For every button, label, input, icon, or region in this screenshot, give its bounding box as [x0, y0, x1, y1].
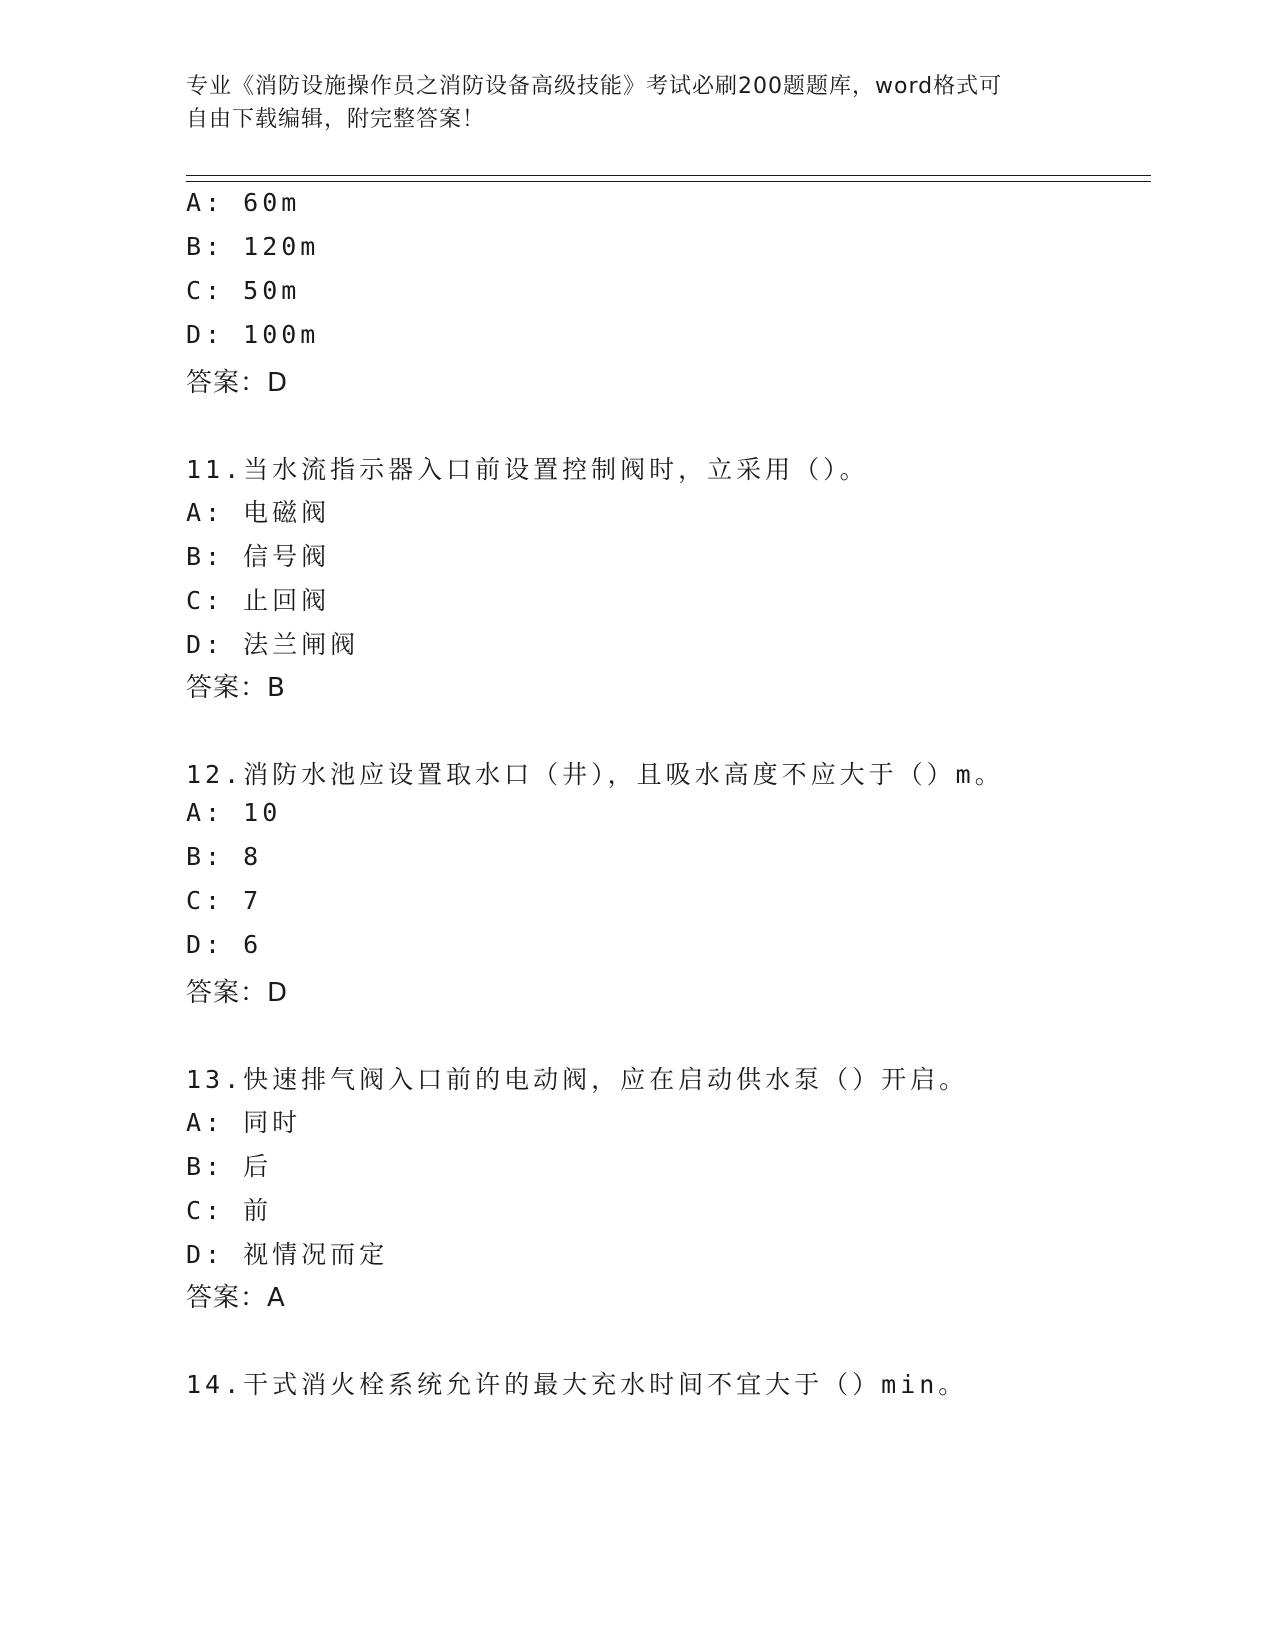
q12-option-b: B: 8 — [186, 842, 263, 871]
q13-option-a: A: 同时 — [186, 1108, 302, 1137]
q10-option-b: B: 120m — [186, 232, 320, 261]
q11-option-a: A: 电磁阀 — [186, 498, 331, 527]
q10-answer: 答案：D — [186, 368, 289, 398]
q11-answer: 答案：B — [186, 673, 286, 703]
q13-question: 13.快速排气阀入口前的电动阀，应在启动供水泵（）开启。 — [186, 1065, 969, 1094]
q11-question: 11.当水流指示器入口前设置控制阀时，立采用（）。 — [186, 455, 869, 484]
header-divider-bottom — [186, 181, 1151, 182]
q10-option-c: C: 50m — [186, 276, 301, 305]
q12-option-a: A: 10 — [186, 798, 282, 827]
q13-option-c: C: 前 — [186, 1196, 273, 1225]
q11-option-c: C: 止回阀 — [186, 586, 331, 615]
q12-option-c: C: 7 — [186, 886, 263, 915]
q13-answer: 答案：A — [186, 1283, 286, 1313]
q12-answer: 答案：D — [186, 978, 289, 1008]
q14-question: 14.干式消火栓系统允许的最大充水时间不宜大于（）min。 — [186, 1370, 968, 1399]
header-line-2: 自由下载编辑，附完整答案！ — [186, 107, 486, 132]
q11-option-b: B: 信号阀 — [186, 542, 331, 571]
q13-option-b: B: 后 — [186, 1152, 273, 1181]
q12-option-d: D: 6 — [186, 930, 263, 959]
header-divider-top — [186, 175, 1151, 176]
q10-option-a: A: 60m — [186, 188, 301, 217]
header-line-1: 专业《消防设施操作员之消防设备高级技能》考试必刷200题题库，word格式可 — [186, 74, 1003, 99]
document-header — [186, 70, 1066, 136]
q11-option-d: D: 法兰闸阀 — [186, 630, 360, 659]
q13-option-d: D: 视情况而定 — [186, 1240, 389, 1269]
q12-question: 12.消防水池应设置取水口（井），且吸水高度不应大于（）m。 — [186, 760, 1004, 789]
q10-option-d: D: 100m — [186, 320, 320, 349]
